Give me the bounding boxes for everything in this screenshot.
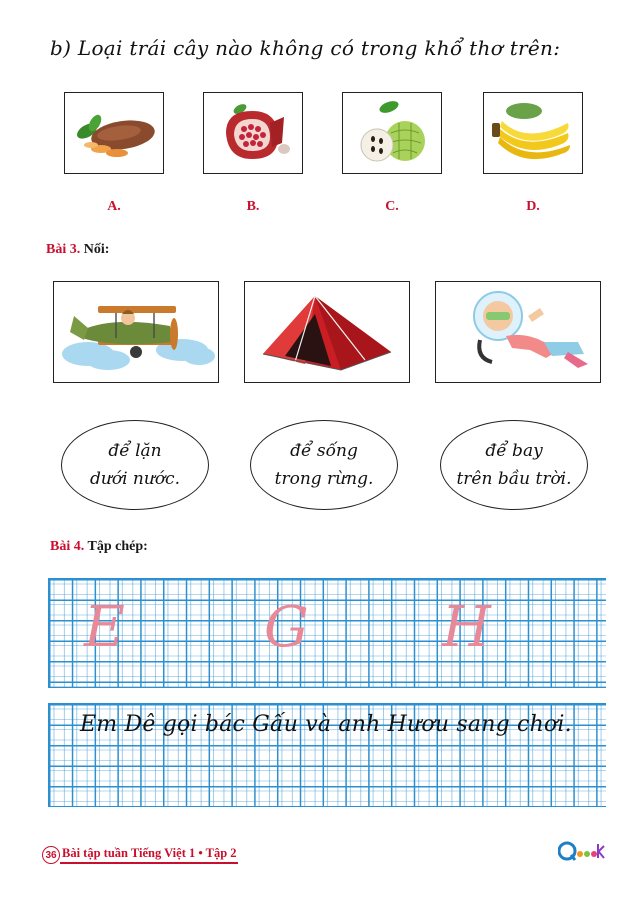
phrase-3-line-1: để bay bbox=[485, 441, 543, 461]
phrase-1-line-1: để lặn bbox=[108, 441, 162, 461]
exercise-3-number: Bài 3. bbox=[46, 242, 81, 257]
phrase-ellipse-3[interactable] bbox=[440, 420, 588, 510]
copy-sentence: Em Dê gọi bác Gấu và anh Hươu sang chơi. bbox=[80, 712, 572, 737]
exercise-4-name: Tập chép: bbox=[87, 539, 148, 554]
option-d-image-box[interactable] bbox=[483, 92, 583, 174]
custard-apple-icon bbox=[343, 93, 440, 172]
phrase-1-line-2: dưới nước. bbox=[90, 469, 180, 489]
phrase-2-line-1: để sống bbox=[290, 441, 358, 461]
option-d-label[interactable]: D. bbox=[526, 199, 540, 214]
phrase-2-line-2: trong rừng. bbox=[274, 469, 374, 489]
exercise-4-number: Bài 4. bbox=[50, 539, 85, 554]
exercise-3-heading bbox=[46, 242, 109, 258]
tracing-grid[interactable] bbox=[48, 578, 606, 688]
qbook-logo-icon bbox=[558, 838, 606, 864]
phrase-ellipse-1[interactable] bbox=[61, 420, 209, 510]
option-a-image-box[interactable] bbox=[64, 92, 164, 174]
tent-icon bbox=[245, 282, 408, 381]
option-a-label[interactable]: A. bbox=[107, 199, 121, 214]
diver-icon bbox=[436, 282, 599, 381]
book-title: Bài tập tuần Tiếng Việt 1 • Tập 2 bbox=[62, 846, 237, 860]
banana-icon bbox=[484, 93, 581, 172]
phrase-ellipse-2[interactable] bbox=[250, 420, 398, 510]
sweet-potato-icon bbox=[65, 93, 162, 172]
trace-letter-g: G bbox=[264, 595, 309, 660]
option-c-image-box[interactable] bbox=[342, 92, 442, 174]
picture-diver-box[interactable] bbox=[435, 281, 601, 383]
question-b-text: b) Loại trái cây nào không có trong khổ thơ trên: bbox=[50, 36, 561, 60]
option-b-image-box[interactable] bbox=[203, 92, 303, 174]
option-c-label[interactable]: C. bbox=[385, 199, 399, 214]
page-number-badge: 36 bbox=[42, 846, 60, 864]
airplane-icon bbox=[54, 282, 217, 381]
exercise-3-name: Nối: bbox=[83, 242, 110, 257]
picture-airplane-box[interactable] bbox=[53, 281, 219, 383]
trace-letter-h: H bbox=[442, 595, 491, 660]
exercise-4-heading bbox=[50, 539, 148, 555]
option-b-label[interactable]: B. bbox=[246, 199, 260, 214]
phrase-3-line-2: trên bầu trời. bbox=[456, 469, 572, 489]
trace-letter-e: E bbox=[84, 595, 125, 660]
footer-underline bbox=[60, 862, 238, 864]
pomegranate-icon bbox=[204, 93, 301, 172]
picture-tent-box[interactable] bbox=[244, 281, 410, 383]
